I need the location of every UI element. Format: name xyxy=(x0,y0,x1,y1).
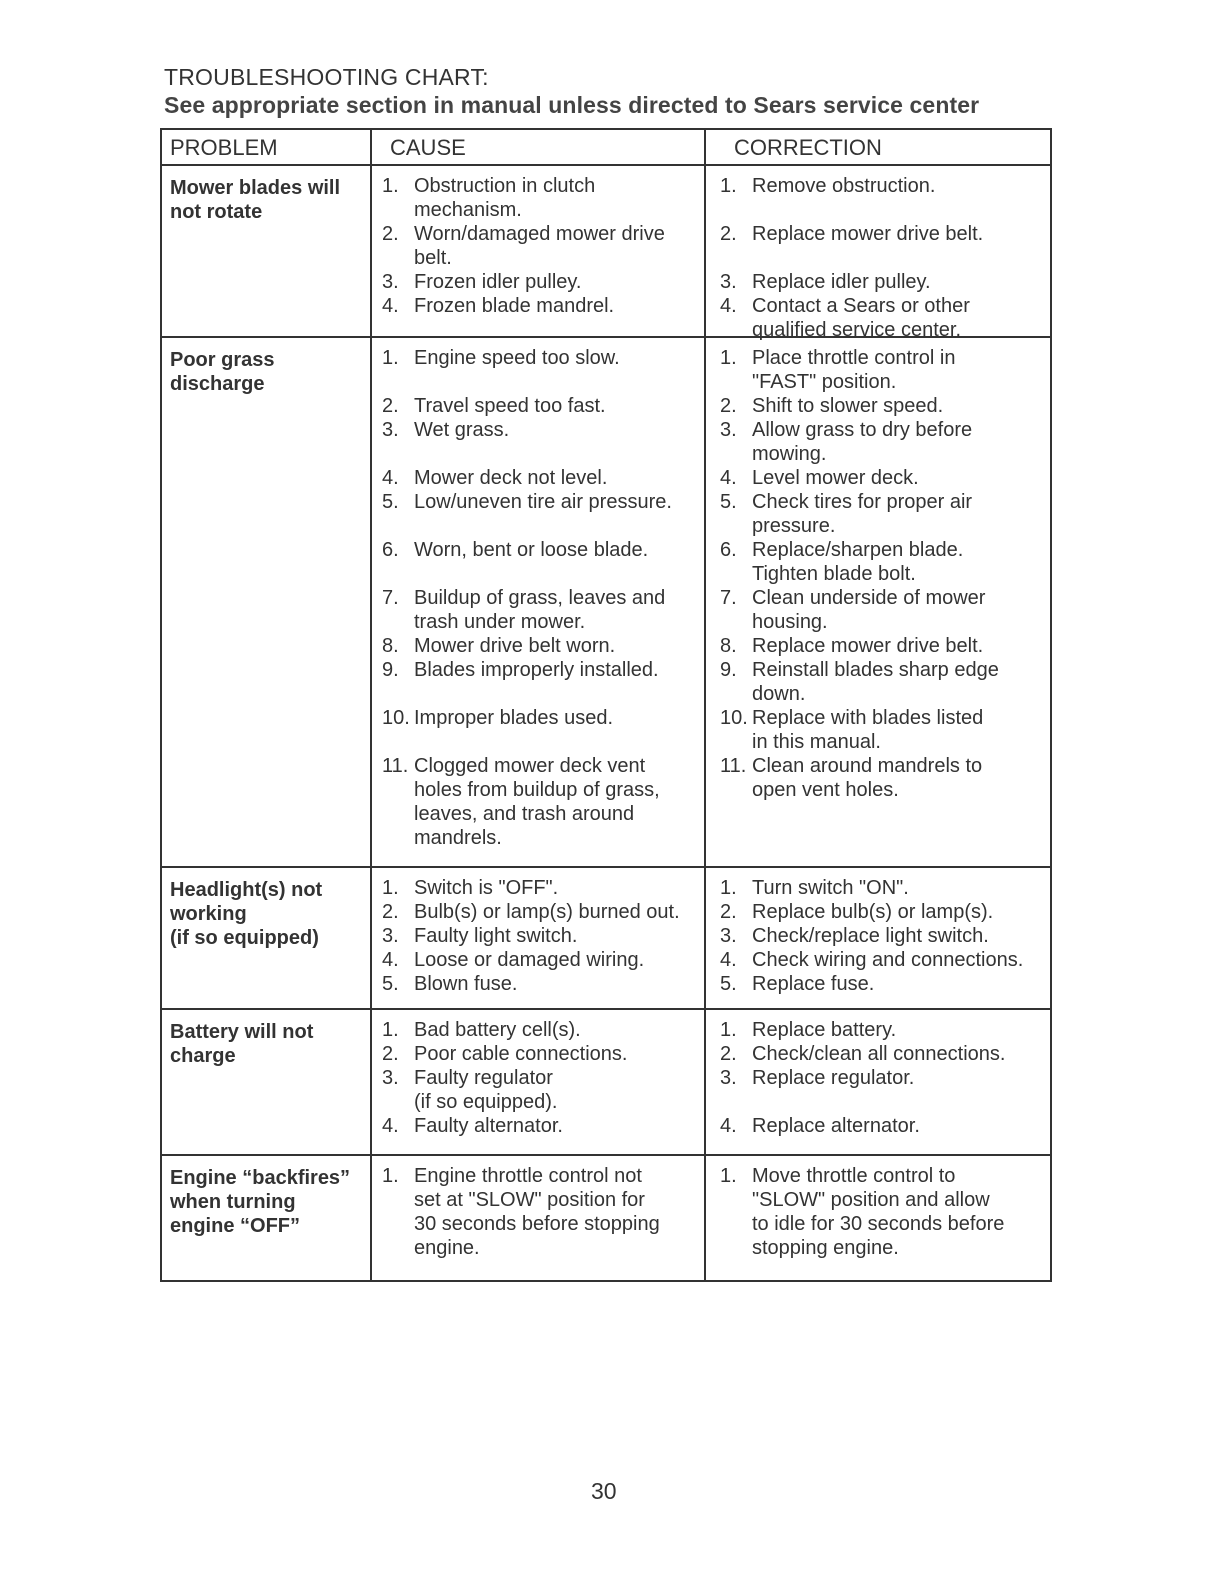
cause-item-number: 1. xyxy=(382,1019,399,1041)
cause-cell xyxy=(372,868,706,1008)
correction-item-text: Replace mower drive belt. xyxy=(752,635,984,657)
cause-item xyxy=(382,1066,557,1114)
correction-item-number: 1. xyxy=(720,347,737,369)
correction-item-text: Check/replace light switch. xyxy=(752,925,989,947)
correction-item xyxy=(720,1066,914,1090)
problem-cell: Engine “backfires” when turning engine “OFF” xyxy=(162,1156,372,1280)
correction-item xyxy=(720,634,983,658)
cause-cell xyxy=(372,1010,706,1154)
correction-item xyxy=(720,346,955,394)
cause-item xyxy=(382,466,607,490)
table-row xyxy=(162,1156,1050,1280)
table-header xyxy=(162,130,1050,166)
correction-item xyxy=(720,658,999,706)
correction-item-text: Level mower deck. xyxy=(752,467,919,489)
correction-item-text: Replace with blades listed in this manual. xyxy=(752,707,984,753)
cause-item-number: 2. xyxy=(382,223,399,245)
correction-item xyxy=(720,924,989,948)
correction-cell xyxy=(706,1010,1048,1154)
cause-item-number: 3. xyxy=(382,1067,399,1089)
page-subtitle: See appropriate section in manual unless directed to Sears service center xyxy=(164,92,980,118)
cause-item-number: 2. xyxy=(382,901,399,923)
correction-item-text: Place throttle control in "FAST" position. xyxy=(752,347,956,393)
cause-item-number: 1. xyxy=(382,347,399,369)
correction-item-text: Replace battery. xyxy=(752,1019,897,1041)
table-row xyxy=(162,868,1050,1010)
cause-item-text: Frozen idler pulley. xyxy=(414,271,582,293)
correction-item-text: Clean around mandrels to open vent holes. xyxy=(752,755,983,801)
correction-item-number: 2. xyxy=(720,1043,737,1065)
correction-item-number: 2. xyxy=(720,901,737,923)
cause-item xyxy=(382,948,644,972)
correction-item xyxy=(720,754,982,802)
cause-cell xyxy=(372,338,706,866)
correction-item xyxy=(720,394,943,418)
cause-item-number: 1. xyxy=(382,175,399,197)
cause-item-number: 1. xyxy=(382,1165,399,1187)
cause-item-text: Faulty light switch. xyxy=(414,925,578,947)
cause-item xyxy=(382,876,558,900)
correction-item-text: Check tires for proper air pressure. xyxy=(752,491,973,537)
cause-item-number: 5. xyxy=(382,491,399,513)
cause-item-text: Poor cable connections. xyxy=(414,1043,628,1065)
correction-item xyxy=(720,948,1023,972)
cause-item-text: Engine speed too slow. xyxy=(414,347,620,369)
correction-item xyxy=(720,270,931,294)
cause-item xyxy=(382,924,577,948)
problem-cell: Headlight(s) not working (if so equipped) xyxy=(162,868,372,1008)
cause-item-text: Frozen blade mandrel. xyxy=(414,295,615,317)
correction-item xyxy=(720,174,935,198)
cause-item-number: 9. xyxy=(382,659,399,681)
correction-item-text: Allow grass to dry before mowing. xyxy=(752,419,973,465)
problem-cell: Mower blades will not rotate xyxy=(162,166,372,336)
cause-item-text: Engine throttle control not set at "SLOW" position for 30 seconds before stopping engine. xyxy=(414,1165,660,1259)
correction-cell xyxy=(706,166,1048,341)
cause-item-number: 5. xyxy=(382,973,399,995)
cause-item-number: 8. xyxy=(382,635,399,657)
cause-item xyxy=(382,490,672,514)
correction-item-number: 8. xyxy=(720,635,737,657)
cause-item-text: Improper blades used. xyxy=(414,707,614,729)
correction-item xyxy=(720,1018,896,1042)
cause-item-text: Worn/damaged mower drive belt. xyxy=(414,223,665,269)
cause-item-number: 4. xyxy=(382,295,399,317)
correction-cell xyxy=(706,868,1048,1008)
problem-cell: Poor grass discharge xyxy=(162,338,372,866)
cause-item-text: Bad battery cell(s). xyxy=(414,1019,581,1041)
cause-item xyxy=(382,754,660,850)
cause-item-text: Blown fuse. xyxy=(414,973,518,995)
table-row xyxy=(162,338,1050,868)
cause-item-text: Loose or damaged wiring. xyxy=(414,949,645,971)
correction-item-text: Remove obstruction. xyxy=(752,175,936,197)
cause-item xyxy=(382,586,665,634)
correction-item-text: Reinstall blades sharp edge down. xyxy=(752,659,999,705)
correction-item-text: Check wiring and connections. xyxy=(752,949,1024,971)
cause-item-text: Faulty alternator. xyxy=(414,1115,563,1137)
cause-item-text: Mower deck not level. xyxy=(414,467,608,489)
correction-item-text: Move throttle control to "SLOW" position and allow to idle for 30 seconds before stopping engine. xyxy=(752,1165,1005,1259)
correction-item-number: 4. xyxy=(720,467,737,489)
cause-item xyxy=(382,658,659,682)
correction-item-number: 9. xyxy=(720,659,737,681)
correction-item xyxy=(720,418,972,466)
cause-item-text: Wet grass. xyxy=(414,419,510,441)
cause-item-text: Mower drive belt worn. xyxy=(414,635,616,657)
correction-item-text: Replace idler pulley. xyxy=(752,271,931,293)
correction-item xyxy=(720,972,874,996)
cause-item-number: 3. xyxy=(382,925,399,947)
header-problem: PROBLEM xyxy=(162,130,372,164)
cause-item xyxy=(382,538,648,562)
correction-item xyxy=(720,1042,1005,1066)
correction-item-number: 5. xyxy=(720,491,737,513)
cause-cell xyxy=(372,166,706,336)
cause-item-number: 2. xyxy=(382,1043,399,1065)
correction-item-number: 10. xyxy=(720,707,748,729)
correction-item-number: 3. xyxy=(720,1067,737,1089)
cause-item xyxy=(382,706,613,730)
cause-item-number: 1. xyxy=(382,877,399,899)
cause-item xyxy=(382,1114,563,1138)
correction-item-text: Check/clean all connections. xyxy=(752,1043,1006,1065)
correction-item-number: 2. xyxy=(720,395,737,417)
correction-item xyxy=(720,900,993,924)
cause-item-text: Faulty regulator (if so equipped). xyxy=(414,1067,558,1113)
correction-item-number: 3. xyxy=(720,419,737,441)
correction-item-text: Contact a Sears or other qualified service center. xyxy=(752,295,970,341)
cause-item-number: 4. xyxy=(382,949,399,971)
correction-item-number: 4. xyxy=(720,949,737,971)
correction-item-text: Replace alternator. xyxy=(752,1115,920,1137)
cause-item xyxy=(382,222,665,270)
cause-item-text: Travel speed too fast. xyxy=(414,395,606,417)
cause-item xyxy=(382,174,595,222)
correction-item xyxy=(720,1164,1004,1260)
table-row xyxy=(162,1010,1050,1156)
cause-item-text: Clogged mower deck vent holes from buildup of grass, leaves, and trash around mandrels. xyxy=(414,755,660,849)
page-number: 30 xyxy=(591,1478,617,1504)
table-row xyxy=(162,166,1050,341)
cause-item xyxy=(382,270,581,294)
correction-cell xyxy=(706,1156,1048,1280)
cause-item-number: 6. xyxy=(382,539,399,561)
cause-item-text: Obstruction in clutch mechanism. xyxy=(414,175,596,221)
cause-item xyxy=(382,418,509,442)
cause-item xyxy=(382,634,615,658)
cause-item xyxy=(382,346,620,370)
cause-item-number: 3. xyxy=(382,271,399,293)
header-cause: CAUSE xyxy=(372,130,706,164)
correction-cell xyxy=(706,338,1048,866)
correction-item-text: Replace regulator. xyxy=(752,1067,915,1089)
correction-item xyxy=(720,876,909,900)
cause-item-text: Worn, bent or loose blade. xyxy=(414,539,649,561)
correction-item xyxy=(720,466,919,490)
correction-item-number: 11. xyxy=(720,755,747,777)
cause-item-number: 3. xyxy=(382,419,399,441)
correction-item-number: 1. xyxy=(720,877,737,899)
table-body xyxy=(162,166,1050,1280)
correction-item-text: Replace/sharpen blade. Tighten blade bolt. xyxy=(752,539,964,585)
correction-item-text: Replace mower drive belt. xyxy=(752,223,984,245)
cause-item-text: Switch is "OFF". xyxy=(414,877,559,899)
cause-item xyxy=(382,1042,627,1066)
cause-item-number: 4. xyxy=(382,467,399,489)
correction-item xyxy=(720,538,963,586)
correction-item xyxy=(720,706,983,754)
problem-cell: Battery will not charge xyxy=(162,1010,372,1154)
correction-item-text: Replace fuse. xyxy=(752,973,875,995)
cause-item-text: Low/uneven tire air pressure. xyxy=(414,491,672,513)
correction-item xyxy=(720,1114,920,1138)
troubleshooting-table xyxy=(160,128,1052,1282)
cause-item-number: 10. xyxy=(382,707,410,729)
cause-item-number: 7. xyxy=(382,587,399,609)
correction-item-number: 3. xyxy=(720,925,737,947)
correction-item xyxy=(720,490,972,538)
correction-item-text: Replace bulb(s) or lamp(s). xyxy=(752,901,994,923)
correction-item xyxy=(720,222,983,246)
correction-item-number: 3. xyxy=(720,271,737,293)
cause-item xyxy=(382,1018,581,1042)
correction-item-number: 1. xyxy=(720,1165,737,1187)
cause-item-number: 2. xyxy=(382,395,399,417)
correction-item xyxy=(720,294,970,342)
cause-item xyxy=(382,972,517,996)
cause-item xyxy=(382,1164,660,1260)
correction-item-number: 1. xyxy=(720,175,737,197)
cause-item-text: Blades improperly installed. xyxy=(414,659,659,681)
cause-item-text: Bulb(s) or lamp(s) burned out. xyxy=(414,901,680,923)
cause-item xyxy=(382,294,614,318)
correction-item-number: 4. xyxy=(720,1115,737,1137)
correction-item xyxy=(720,586,985,634)
cause-cell xyxy=(372,1156,706,1280)
correction-item-text: Clean underside of mower housing. xyxy=(752,587,986,633)
correction-item-text: Turn switch "ON". xyxy=(752,877,909,899)
cause-item xyxy=(382,394,606,418)
header-correction: CORRECTION xyxy=(734,135,882,160)
correction-item-number: 7. xyxy=(720,587,737,609)
correction-item-text: Shift to slower speed. xyxy=(752,395,944,417)
page-title: TROUBLESHOOTING CHART: xyxy=(164,64,489,90)
correction-item-number: 4. xyxy=(720,295,737,317)
correction-item-number: 2. xyxy=(720,223,737,245)
cause-item-number: 4. xyxy=(382,1115,399,1137)
cause-item-text: Buildup of grass, leaves and trash under mower. xyxy=(414,587,666,633)
correction-item-number: 6. xyxy=(720,539,737,561)
cause-item-number: 11. xyxy=(382,755,409,777)
cause-item xyxy=(382,900,680,924)
correction-item-number: 5. xyxy=(720,973,737,995)
correction-item-number: 1. xyxy=(720,1019,737,1041)
